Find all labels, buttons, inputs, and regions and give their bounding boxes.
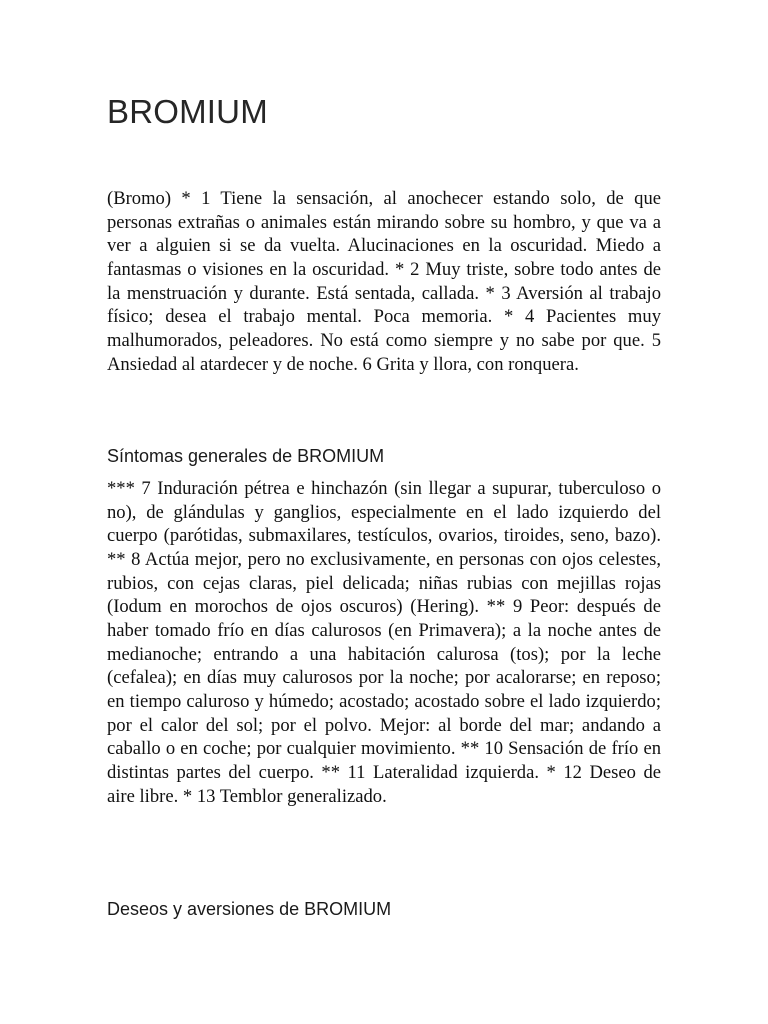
general-symptoms-paragraph: *** 7 Induración pétrea e hinchazón (sin llegar a supurar, tuberculoso o no), de glándulas y ganglios, especialmente en el lado izquierdo del cuerpo (parótidas, submaxilares, testículos, ovarios, tiroides, seno, bazo). ** 8 Actúa mejor, pero no exclusivamente, en personas con ojos celestes, rubios, con cejas claras, piel delicada; niñas rubias con mejillas rojas (Iodum en morochos de ojos oscuros) (Hering). ** 9 Peor: después de haber tomado frío en días calurosos (en Primavera); a la noche antes de medianoche; entrando a una habitación calurosa (tos); por la leche (cefalea); en días muy calurosos por la noche; por acalorarse; en reposo; en tiempo caluroso y húmedo; acostado; acostado sobre el lado izquierdo; por el calor del sol; por el polvo. Mejor: al borde del mar; andando a caballo o en coche; por cualquier movimiento. ** 10 Sensación de frío en distintas partes del cuerpo. ** 11 Lateralidad izquierda. * 12 Deseo de aire libre. * 13 Temblor generalizado. (107, 478, 661, 807)
section-heading-general-symptoms: Síntomas generales de BROMIUM (107, 446, 385, 466)
page-title: BROMIUM (107, 93, 268, 130)
intro-paragraph: (Bromo) * 1 Tiene la sensación, al anochecer estando solo, de que personas extrañas o animales están mirando sobre su hombro, y que va a ver a alguien si se da vuelta. Alucinaciones en la oscuridad. Miedo a fantasmas o visiones en la oscuridad. * 2 Muy triste, sobre todo antes de la menstruación y durante. Está sentada, callada. * 3 Aversión al trabajo físico; desea el trabajo mental. Poca memoria. * 4 Pacientes muy malhumorados, peleadores. No está como siempre y no sabe por que. 5 Ansiedad al atardecer y de noche. 6 Grita y llora, con ronquera. (107, 188, 661, 375)
section-heading-desires-aversions: Deseos y aversiones de BROMIUM (107, 899, 392, 919)
